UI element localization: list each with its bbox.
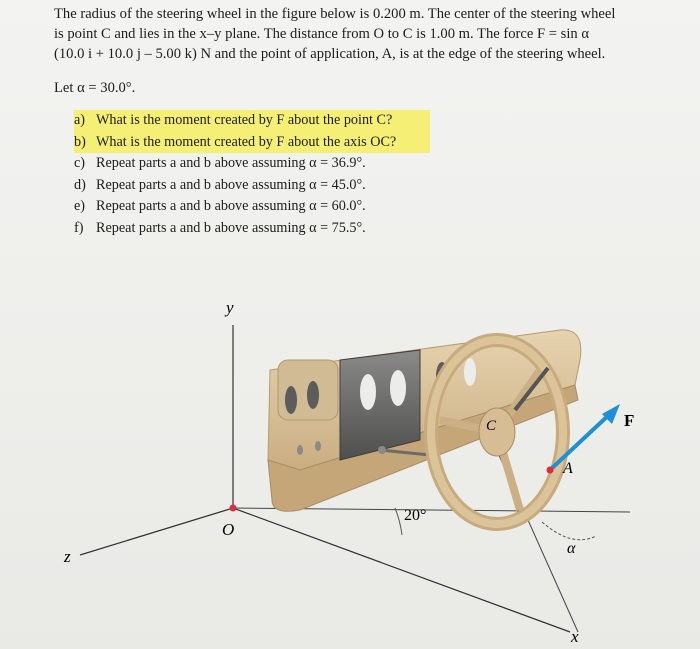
z-axis-label: z (64, 547, 71, 566)
origin-marker (230, 505, 237, 512)
question-label: f) (74, 219, 84, 236)
problem-line-2: is point C and lies in the x–y plane. The distance from O to C is 1.00 m. The force F = sin α (54, 26, 589, 42)
question-text: Repeat parts a and b above assuming α = 60.0°. (96, 198, 366, 214)
angle-20-arc (395, 508, 402, 535)
question-label: a) (74, 112, 86, 128)
question-text: Repeat parts a and b above assuming α = 75.5°. (96, 219, 366, 236)
point-a-label: A (563, 460, 573, 477)
force-label: F (624, 411, 635, 430)
question-label: d) (74, 176, 86, 193)
point-a-marker (547, 467, 554, 474)
y-axis-label: y (226, 298, 234, 317)
question-label: b) (74, 133, 86, 150)
question-label: e) (74, 198, 86, 214)
alpha-label: α (567, 540, 576, 557)
z-axis (80, 508, 233, 555)
problem-line-1: The radius of the steering wheel in the figure below is 0.200 m. The center of the steering wheel (54, 6, 616, 22)
question-text: What is the moment created by F about the axis OC? (96, 133, 397, 150)
angle-20-label: 20° (404, 507, 427, 524)
center-label: C (486, 418, 497, 434)
x-axis-label: x (571, 627, 579, 646)
origin-label: O (222, 520, 235, 539)
x-axis (233, 508, 570, 632)
question-text: Repeat parts a and b above assuming α = 36.9°. (96, 155, 366, 171)
question-text: Repeat parts a and b above assuming α = 45.0°. (96, 176, 366, 193)
question-label: c) (74, 155, 86, 171)
problem-line-3: (10.0 i + 10.0 j – 5.00 k) N and the point of application, A, is at the edge of the steering wheel. (54, 46, 606, 62)
given-angle: Let α = 30.0°. (54, 80, 136, 96)
alpha-arc (542, 522, 596, 540)
question-text: What is the moment created by F about the point C? (96, 112, 393, 128)
